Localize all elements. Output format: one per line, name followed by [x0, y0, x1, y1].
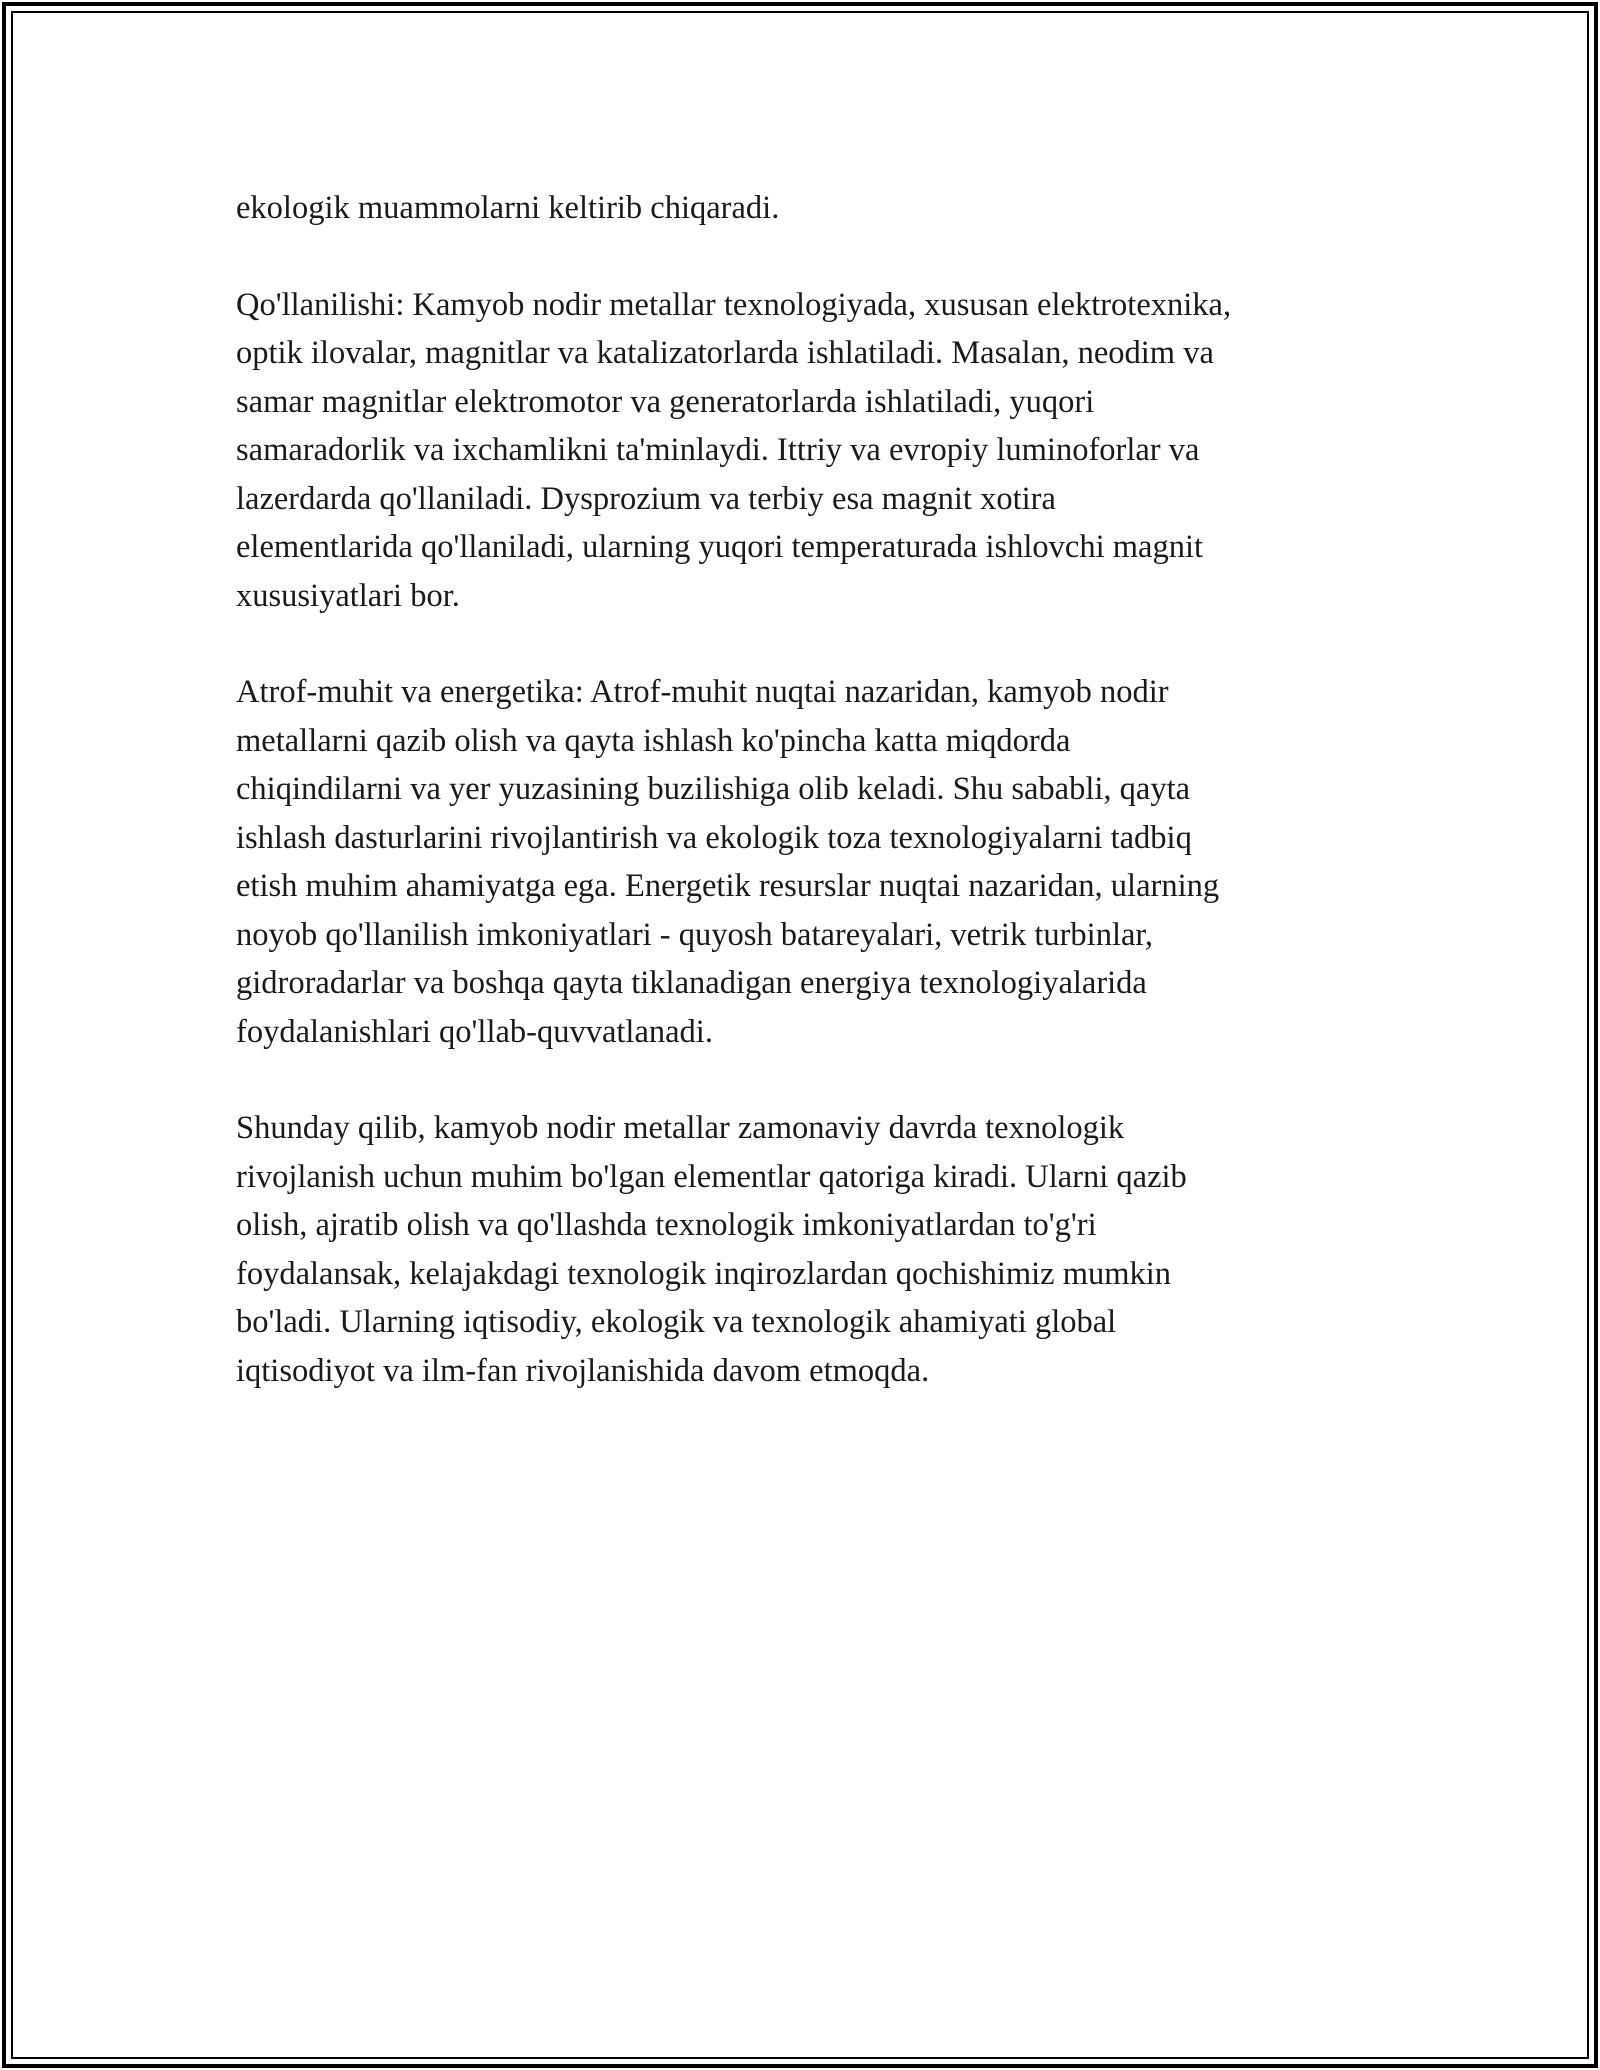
paragraph-environment-energy: Atrof-muhit va energetika: Atrof-muhit nuqtai nazaridan, kamyob nodir metallarni qazib olish va qayta ishlash ko'pincha katta miqdorda chiqindilarni va yer yuzasining buzilishiga olib keladi. Shu sababli, qayta ishlash dasturlarini rivojlantirish va ekologik toza texnologiyalarni tadbiq etish muhim ahamiyatga ega. Energetik resurslar nuqtai nazaridan, ularning noyob qo'llanilish imkoniyatlari - quyosh batareyalari, vetrik turbinlar, gidroradarlar va boshqa qayta tiklanadigan energiya texnologiyalarida foydalanishlari qo'llab-quvvatlanadi. — [236, 674, 1220, 1050]
paragraph-intro-end: ekologik muammolarni keltirib chiqaradi. — [236, 190, 780, 226]
paragraph-conclusion: Shunday qilib, kamyob nodir metallar zamonaviy davrda texnologik rivojlanish uchun muhim bo'lgan elementlar qatoriga kiradi. Ularni qazib olish, ajratib olish va qo'llashda texnologik imkoniyatlardan to'g'ri foydalansak, kelajakdagi texnologik inqirozlardan qochishimiz mumkin bo'ladi. Ularning iqtisodiy, ekologik va texnologik ahamiyati global iqtisodiyot va ilm-fan rivojlanishida davom etmoqda. — [236, 1110, 1187, 1389]
paragraph-applications: Qo'llanilishi: Kamyob nodir metallar texnologiyada, xususan elektrotexnika, optik ilovalar, magnitlar va katalizatorlarda ishlatiladi. Masalan, neodim va samar magnitlar elektromotor va generatorlarda ishlatiladi, yuqori samaradorlik va ixchamlikni ta'minlaydi. Ittriy va evropiy luminoforlar va lazerdarda qo'llaniladi. Dysprozium va terbiy esa magnit xotira elementlarida qo'llaniladi, ularning yuqori temperaturada ishlovchi magnit xususiyatlari bor. — [236, 286, 1232, 614]
page-content — [236, 184, 1366, 1443]
